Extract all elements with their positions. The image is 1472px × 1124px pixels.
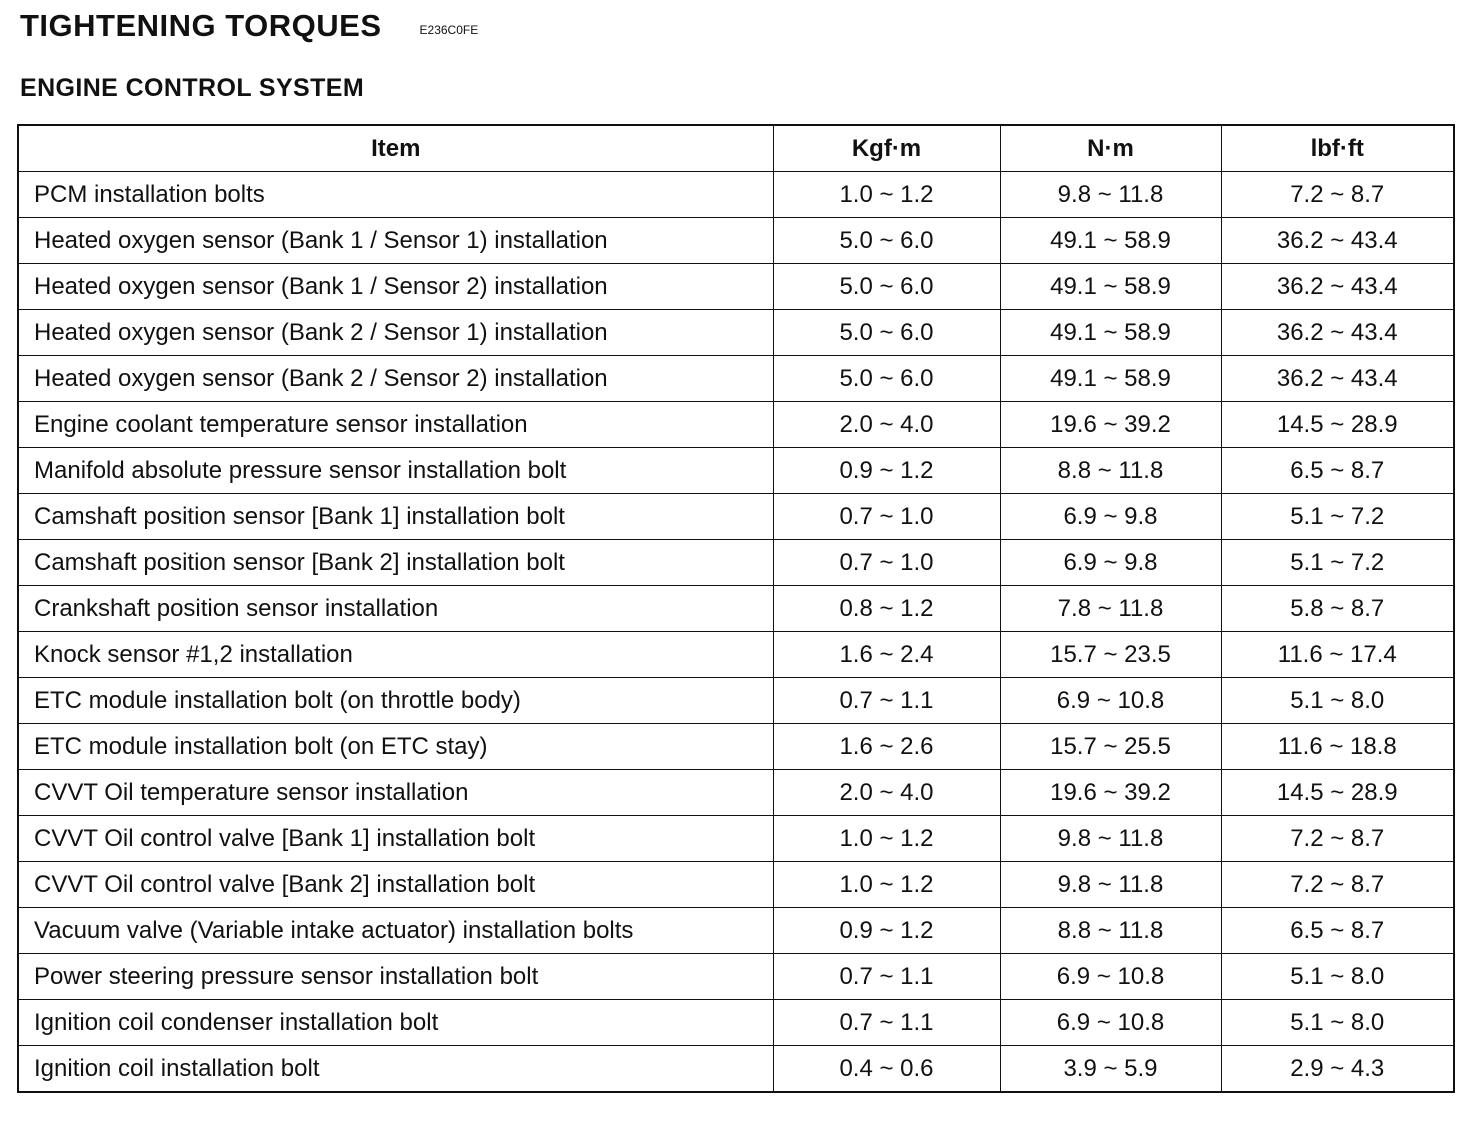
column-header-item: Item xyxy=(18,125,773,172)
cell-lbfft: 7.2 ~ 8.7 xyxy=(1221,172,1454,218)
cell-item: Camshaft position sensor [Bank 1] installation bolt xyxy=(18,494,773,540)
cell-lbfft: 36.2 ~ 43.4 xyxy=(1221,356,1454,402)
cell-kgfm: 0.4 ~ 0.6 xyxy=(773,1046,1000,1093)
cell-item: Ignition coil condenser installation bolt xyxy=(18,1000,773,1046)
cell-item: Crankshaft position sensor installation xyxy=(18,586,773,632)
cell-kgfm: 1.0 ~ 1.2 xyxy=(773,862,1000,908)
column-header-lbfft: lbf·ft xyxy=(1221,125,1454,172)
table-row xyxy=(18,172,1454,218)
cell-item: Vacuum valve (Variable intake actuator) installation bolts xyxy=(18,908,773,954)
table-row xyxy=(18,816,1454,862)
table-row xyxy=(18,678,1454,724)
torque-table xyxy=(17,124,1455,1093)
table-row xyxy=(18,494,1454,540)
cell-kgfm: 1.6 ~ 2.4 xyxy=(773,632,1000,678)
cell-kgfm: 5.0 ~ 6.0 xyxy=(773,356,1000,402)
cell-item: ETC module installation bolt (on ETC stay) xyxy=(18,724,773,770)
cell-lbfft: 5.1 ~ 8.0 xyxy=(1221,1000,1454,1046)
section-title: ENGINE CONTROL SYSTEM xyxy=(20,74,365,102)
table-row xyxy=(18,448,1454,494)
cell-nm: 15.7 ~ 23.5 xyxy=(1000,632,1221,678)
cell-lbfft: 5.8 ~ 8.7 xyxy=(1221,586,1454,632)
cell-kgfm: 0.9 ~ 1.2 xyxy=(773,908,1000,954)
cell-item: Heated oxygen sensor (Bank 2 / Sensor 2) installation xyxy=(18,356,773,402)
cell-kgfm: 0.7 ~ 1.1 xyxy=(773,1000,1000,1046)
cell-nm: 9.8 ~ 11.8 xyxy=(1000,816,1221,862)
cell-kgfm: 2.0 ~ 4.0 xyxy=(773,770,1000,816)
cell-lbfft: 5.1 ~ 7.2 xyxy=(1221,494,1454,540)
cell-item: Heated oxygen sensor (Bank 2 / Sensor 1) installation xyxy=(18,310,773,356)
cell-lbfft: 6.5 ~ 8.7 xyxy=(1221,908,1454,954)
cell-lbfft: 36.2 ~ 43.4 xyxy=(1221,310,1454,356)
table-row xyxy=(18,1046,1454,1093)
cell-kgfm: 0.7 ~ 1.1 xyxy=(773,954,1000,1000)
cell-nm: 9.8 ~ 11.8 xyxy=(1000,862,1221,908)
cell-nm: 6.9 ~ 10.8 xyxy=(1000,954,1221,1000)
cell-item: Camshaft position sensor [Bank 2] installation bolt xyxy=(18,540,773,586)
cell-kgfm: 5.0 ~ 6.0 xyxy=(773,218,1000,264)
cell-item: Engine coolant temperature sensor installation xyxy=(18,402,773,448)
table-row xyxy=(18,632,1454,678)
cell-lbfft: 11.6 ~ 18.8 xyxy=(1221,724,1454,770)
cell-nm: 6.9 ~ 9.8 xyxy=(1000,494,1221,540)
cell-nm: 8.8 ~ 11.8 xyxy=(1000,448,1221,494)
cell-nm: 6.9 ~ 10.8 xyxy=(1000,1000,1221,1046)
table-row xyxy=(18,862,1454,908)
table-row xyxy=(18,310,1454,356)
table-row xyxy=(18,264,1454,310)
cell-kgfm: 0.8 ~ 1.2 xyxy=(773,586,1000,632)
cell-lbfft: 7.2 ~ 8.7 xyxy=(1221,816,1454,862)
cell-item: Knock sensor #1,2 installation xyxy=(18,632,773,678)
table-row xyxy=(18,402,1454,448)
cell-item: Ignition coil installation bolt xyxy=(18,1046,773,1093)
cell-kgfm: 1.0 ~ 1.2 xyxy=(773,172,1000,218)
table-row xyxy=(18,218,1454,264)
page-title: TIGHTENING TORQUES xyxy=(20,8,382,43)
table-row xyxy=(18,908,1454,954)
cell-nm: 3.9 ~ 5.9 xyxy=(1000,1046,1221,1093)
table-row xyxy=(18,356,1454,402)
cell-lbfft: 2.9 ~ 4.3 xyxy=(1221,1046,1454,1093)
cell-nm: 19.6 ~ 39.2 xyxy=(1000,770,1221,816)
cell-item: Heated oxygen sensor (Bank 1 / Sensor 1) installation xyxy=(18,218,773,264)
cell-lbfft: 36.2 ~ 43.4 xyxy=(1221,218,1454,264)
cell-kgfm: 5.0 ~ 6.0 xyxy=(773,310,1000,356)
table-row xyxy=(18,770,1454,816)
cell-lbfft: 36.2 ~ 43.4 xyxy=(1221,264,1454,310)
cell-nm: 7.8 ~ 11.8 xyxy=(1000,586,1221,632)
cell-kgfm: 5.0 ~ 6.0 xyxy=(773,264,1000,310)
column-header-kgfm: Kgf·m xyxy=(773,125,1000,172)
table-row xyxy=(18,586,1454,632)
cell-item: Power steering pressure sensor installation bolt xyxy=(18,954,773,1000)
title-row xyxy=(20,8,478,44)
cell-kgfm: 0.7 ~ 1.1 xyxy=(773,678,1000,724)
cell-nm: 6.9 ~ 9.8 xyxy=(1000,540,1221,586)
cell-nm: 15.7 ~ 25.5 xyxy=(1000,724,1221,770)
cell-lbfft: 14.5 ~ 28.9 xyxy=(1221,402,1454,448)
table-row xyxy=(18,724,1454,770)
cell-kgfm: 1.6 ~ 2.6 xyxy=(773,724,1000,770)
cell-item: Manifold absolute pressure sensor installation bolt xyxy=(18,448,773,494)
cell-nm: 9.8 ~ 11.8 xyxy=(1000,172,1221,218)
cell-nm: 49.1 ~ 58.9 xyxy=(1000,264,1221,310)
cell-nm: 6.9 ~ 10.8 xyxy=(1000,678,1221,724)
cell-item: CVVT Oil control valve [Bank 2] installation bolt xyxy=(18,862,773,908)
cell-item: CVVT Oil temperature sensor installation xyxy=(18,770,773,816)
cell-nm: 8.8 ~ 11.8 xyxy=(1000,908,1221,954)
column-header-nm: N·m xyxy=(1000,125,1221,172)
cell-kgfm: 0.7 ~ 1.0 xyxy=(773,494,1000,540)
cell-kgfm: 2.0 ~ 4.0 xyxy=(773,402,1000,448)
cell-item: ETC module installation bolt (on throttle body) xyxy=(18,678,773,724)
cell-lbfft: 5.1 ~ 7.2 xyxy=(1221,540,1454,586)
cell-item: Heated oxygen sensor (Bank 1 / Sensor 2) installation xyxy=(18,264,773,310)
cell-item: CVVT Oil control valve [Bank 1] installation bolt xyxy=(18,816,773,862)
cell-nm: 49.1 ~ 58.9 xyxy=(1000,218,1221,264)
table-row xyxy=(18,1000,1454,1046)
cell-lbfft: 11.6 ~ 17.4 xyxy=(1221,632,1454,678)
cell-nm: 49.1 ~ 58.9 xyxy=(1000,310,1221,356)
cell-lbfft: 5.1 ~ 8.0 xyxy=(1221,954,1454,1000)
cell-lbfft: 5.1 ~ 8.0 xyxy=(1221,678,1454,724)
cell-lbfft: 14.5 ~ 28.9 xyxy=(1221,770,1454,816)
table-body xyxy=(18,172,1454,1093)
table-header-row xyxy=(18,125,1454,172)
cell-kgfm: 0.9 ~ 1.2 xyxy=(773,448,1000,494)
cell-nm: 19.6 ~ 39.2 xyxy=(1000,402,1221,448)
cell-lbfft: 7.2 ~ 8.7 xyxy=(1221,862,1454,908)
cell-nm: 49.1 ~ 58.9 xyxy=(1000,356,1221,402)
document-code: E236C0FE xyxy=(419,23,479,37)
cell-lbfft: 6.5 ~ 8.7 xyxy=(1221,448,1454,494)
cell-item: PCM installation bolts xyxy=(18,172,773,218)
cell-kgfm: 0.7 ~ 1.0 xyxy=(773,540,1000,586)
table-row xyxy=(18,954,1454,1000)
cell-kgfm: 1.0 ~ 1.2 xyxy=(773,816,1000,862)
table-row xyxy=(18,540,1454,586)
